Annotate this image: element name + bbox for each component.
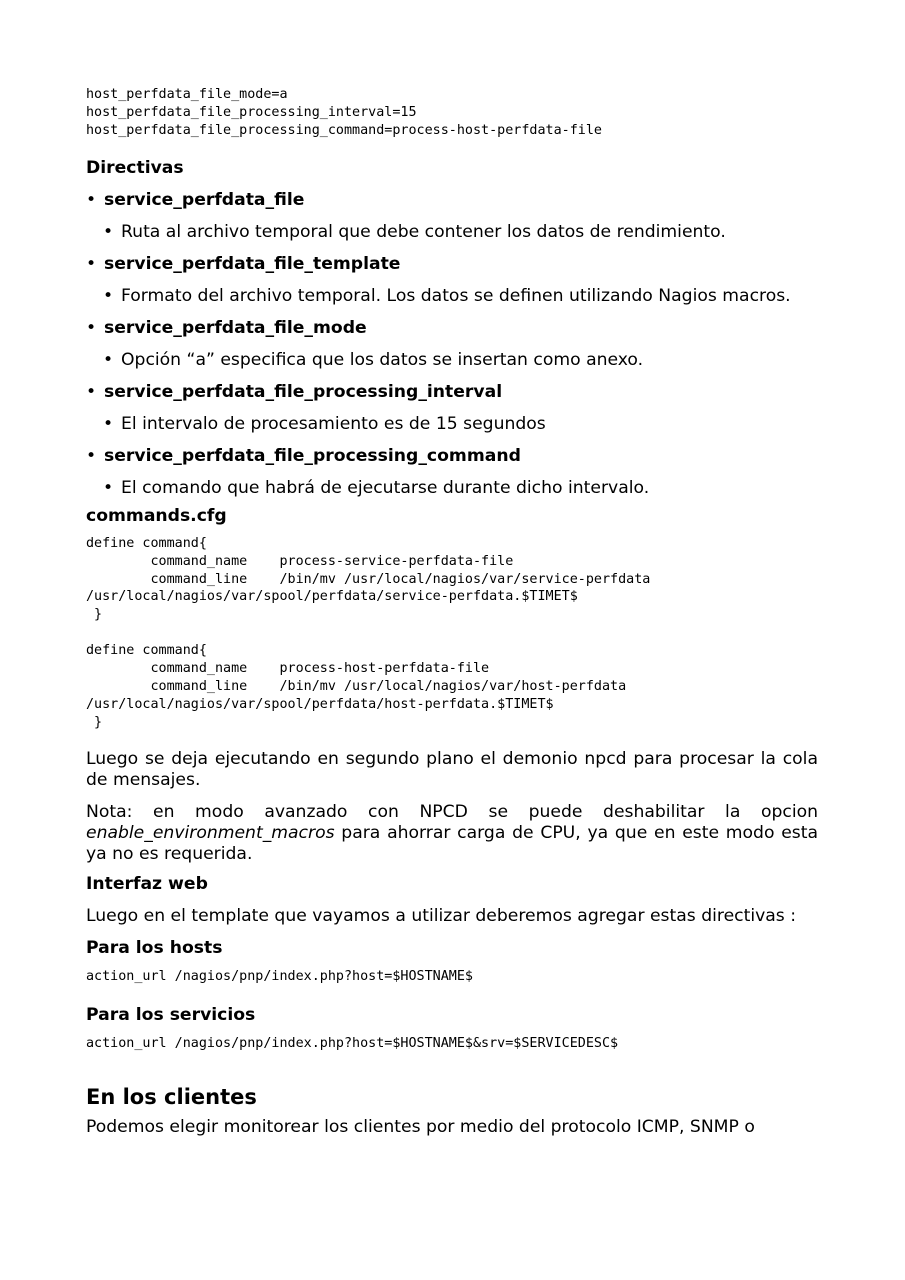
directive-name: • service_perfdata_file_template [86,254,818,275]
directive-name: • service_perfdata_file_mode [86,318,818,339]
code-line: command_line /bin/mv /usr/local/nagios/var/host-perfdata [86,678,627,694]
code-line: command_name process-host-perfdata-file [86,661,490,677]
directive-name: • service_perfdata_file_processing_command [86,446,818,467]
directive-desc: • El comando que habrá de ejecutarse durante dicho intervalo. [86,478,818,499]
code-line: define command{ [86,535,207,551]
paragraph-npcd: Luego se deja ejecutando en segundo plano el demonio npcd para procesar la cola de mensajes. [86,748,818,790]
directive-desc: • Formato del archivo temporal. Los datos se definen utilizando Nagios macros. [86,286,818,307]
nota-text: para ahorrar carga de CPU, ya que en este modo esta ya no es requerida. [86,822,818,864]
directive-desc: • Ruta al archivo temporal que debe contener los datos de rendimiento. [86,222,818,243]
code-line: command_line /bin/mv /usr/local/nagios/var/service-perfdata [86,571,651,587]
heading-para-servicios: Para los servicios [86,1004,256,1025]
paragraph-clientes: Podemos elegir monitorear los clientes por medio del protocolo ICMP, SNMP o [86,1116,755,1137]
code-line: host_perfdata_file_mode=a [86,87,288,102]
directive-desc: • Opción “a” especifica que los datos se insertan como anexo. [86,350,818,371]
code-line: } [86,714,103,730]
heading-interfaz-web: Interfaz web [86,873,208,894]
heading-para-hosts: Para los hosts [86,937,223,958]
code-services-action-url: action_url /nagios/pnp/index.php?host=$HOSTNAME$&srv=$SERVICEDESC$ [86,1035,619,1051]
code-line: host_perfdata_file_processing_command=process-host-perfdata-file [86,122,602,138]
directive-name: • service_perfdata_file_processing_interval [86,382,818,403]
directive-desc: • El intervalo de procesamiento es de 15 segundos [86,414,818,435]
nota-text: Nota: en modo avanzado con NPCD se puede deshabilitar la opcion [86,801,818,822]
code-line: /usr/local/nagios/var/spool/perfdata/service-perfdata.$TIMET$ [86,589,578,605]
heading-commands-cfg: commands.cfg [86,505,227,526]
code-block-host-perfdata [86,86,818,140]
heading-directivas: Directivas [86,157,184,178]
document-page [86,86,818,1138]
code-line: /usr/local/nagios/var/spool/perfdata/host-perfdata.$TIMET$ [86,696,554,712]
code-hosts-action-url: action_url /nagios/pnp/index.php?host=$HOSTNAME$ [86,968,473,984]
code-line: define command{ [86,643,207,659]
code-line: command_name process-service-perfdata-file [86,553,514,569]
nota-emphasis: enable_environment_macros [86,822,335,843]
code-line: host_perfdata_file_processing_interval=15 [86,104,417,120]
heading-en-los-clientes: En los clientes [86,1084,257,1109]
directive-name: • service_perfdata_file [86,190,818,211]
paragraph-nota [86,802,818,865]
directives-list [86,190,818,499]
code-block-commands [86,535,818,732]
paragraph-interfaz: Luego en el template que vayamos a utilizar deberemos agregar estas directivas : [86,905,797,926]
code-line: } [86,607,103,623]
